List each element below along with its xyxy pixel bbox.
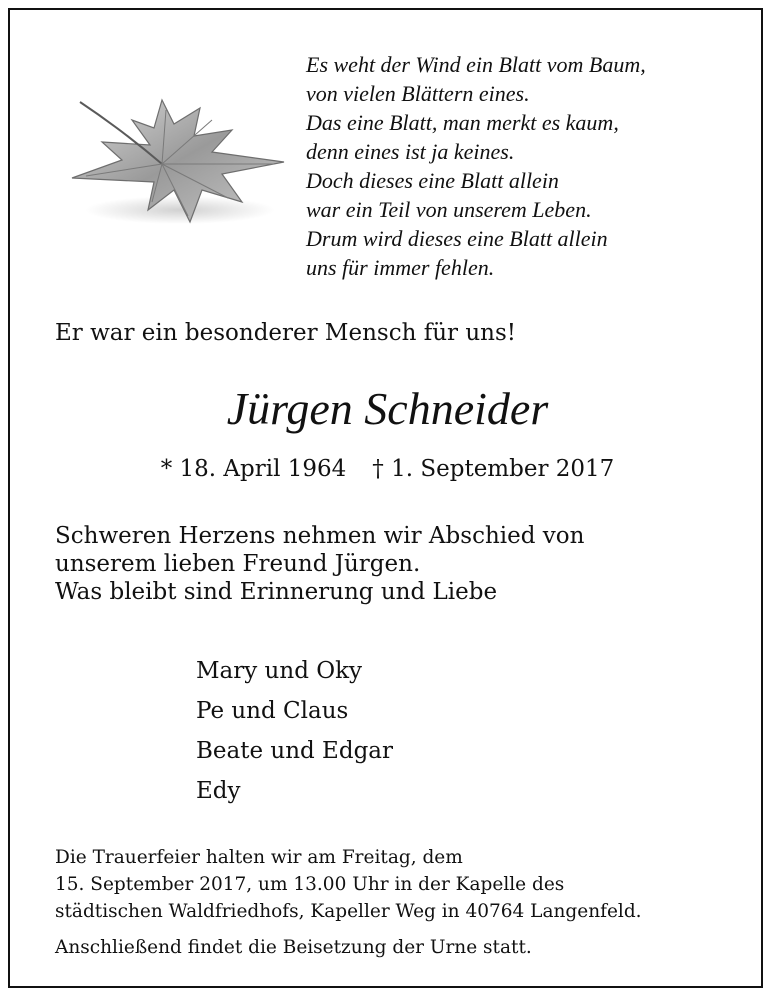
service-line: 15. September 2017, um 13.00 Uhr in der Kapelle des <box>55 874 565 895</box>
farewell-line: Schweren Herzens nehmen wir Abschied von <box>55 523 585 549</box>
poem-line: war ein Teil von unserem Leben. <box>306 197 592 222</box>
signer: Mary und Oky <box>196 658 363 684</box>
signer: Edy <box>196 778 241 804</box>
life-dates <box>10 456 765 482</box>
burial-note: Anschließend findet die Beisetzung der Urne statt. <box>55 937 532 958</box>
tagline: Er war ein besonderer Mensch für uns! <box>55 320 517 346</box>
farewell-text <box>55 522 584 606</box>
poem-line: Das eine Blatt, man merkt es kaum, <box>306 110 619 135</box>
signer: Beate und Edgar <box>196 738 393 764</box>
service-info <box>55 844 642 925</box>
farewell-line: Was bleibt sind Erinnerung und Liebe <box>55 579 498 605</box>
deceased-name: Jürgen Schneider <box>226 383 549 434</box>
poem-line: denn eines ist ja keines. <box>306 139 515 164</box>
poem-line: von vielen Blättern eines. <box>306 81 530 106</box>
poem <box>306 50 746 282</box>
birth-date: * 18. April 1964 <box>160 456 347 482</box>
farewell-line: unserem lieben Freund Jürgen. <box>55 551 421 577</box>
maple-leaf-icon <box>62 90 292 235</box>
service-line: städtischen Waldfriedhofs, Kapeller Weg in 40764 Langenfeld. <box>55 901 642 922</box>
poem-line: Drum wird dieses eine Blatt allein <box>306 226 608 251</box>
poem-line: Doch dieses eine Blatt allein <box>306 168 559 193</box>
signers-list <box>196 651 393 811</box>
death-date: † 1. September 2017 <box>372 456 615 482</box>
service-line: Die Trauerfeier halten wir am Freitag, dem <box>55 847 463 868</box>
poem-line: uns für immer fehlen. <box>306 255 495 280</box>
obituary-notice <box>8 8 763 988</box>
signer: Pe und Claus <box>196 698 349 724</box>
poem-line: Es weht der Wind ein Blatt vom Baum, <box>306 52 646 77</box>
